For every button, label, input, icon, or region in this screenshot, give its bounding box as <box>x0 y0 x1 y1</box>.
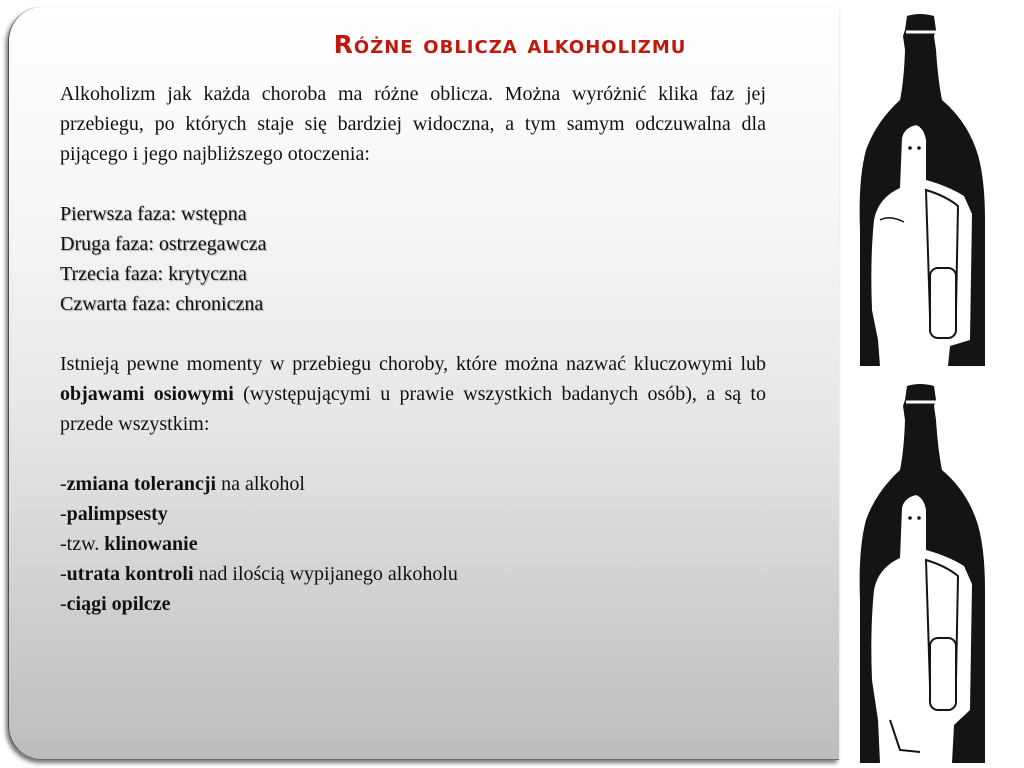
phase-item: Czwarta faza: chroniczna <box>60 293 264 315</box>
symptom-item: -tzw. klinowanie <box>60 533 198 555</box>
axis-text-after: (występującymi u prawie wszystkich badanych osób), a są to przede wszystkim: <box>60 383 766 435</box>
intro-paragraph: Alkoholizm jak każda choroba ma różne oblicza. Można wyróżnić klika faz jej przebiegu, po których staje się bardziej widoczna, a tym samym odczuwalna dla pijącego i jego najbliższego otoczenia: <box>60 83 766 165</box>
slide-body <box>60 79 766 619</box>
slide-title: Różne oblicza alkoholizmu <box>333 30 687 59</box>
phase-item: Druga faza: ostrzegawcza <box>60 233 267 255</box>
symptom-list <box>60 469 766 619</box>
symptom-item: -utrata kontroli nad ilością wypijanego alkoholu <box>60 563 458 585</box>
axis-symptoms-paragraph <box>60 349 766 439</box>
phase-item: Trzecia faza: krytyczna <box>60 263 247 285</box>
phase-item: Pierwsza faza: wstępna <box>60 203 247 225</box>
bottle-person-icon <box>850 380 990 765</box>
axis-text-bold: objawami osiowymi <box>60 383 234 405</box>
symptom-item: -palimpsesty <box>60 503 168 525</box>
symptom-item: -zmiana tolerancji na alkohol <box>60 473 305 495</box>
bottle-person-icon <box>850 10 990 368</box>
axis-text-before: Istnieją pewne momenty w przebiegu choroby, które można nazwać kluczowymi lub <box>60 353 766 375</box>
symptom-item: -ciągi opilcze <box>60 593 171 615</box>
phase-list <box>60 199 766 319</box>
